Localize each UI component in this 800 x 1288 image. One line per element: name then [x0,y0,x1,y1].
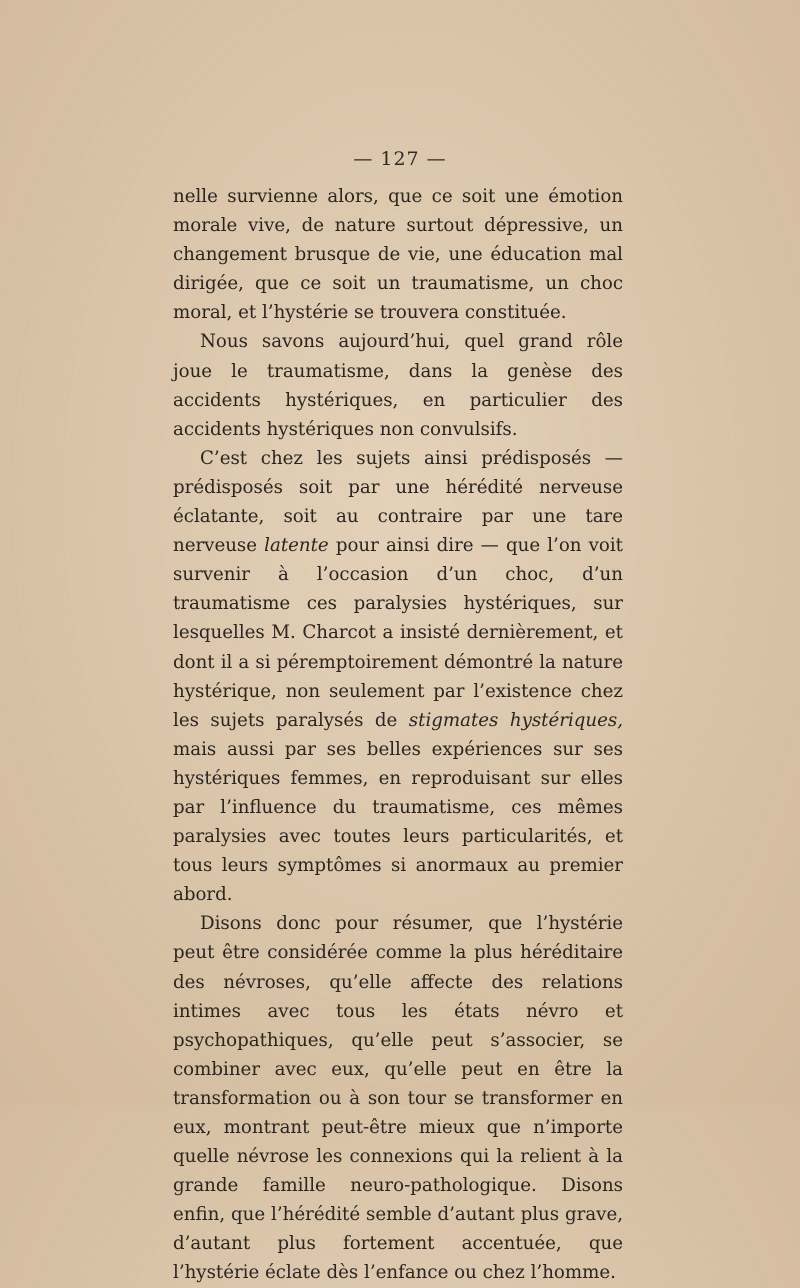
paragraph-text: C’est chez les sujets ainsi prédisposés — prédisposés soit par une hérédité nerveuse éclatante, soit au contraire par une tare nerveuse [173,447,623,557]
paragraph-text: nelle survienne alors, que ce soit une émotion morale vive, de nature surtout dépressive, un changement brusque de vie, une éducation mal dirigée, que ce soit un traumatisme, un choc moral, et l’hystérie se trouvera constituée. [173,186,623,324]
italic-stigmates: stigmates hystériques, [408,709,623,731]
paragraph-continuation [173,182,623,327]
paragraph-text: Nous savons aujourd’hui, quel grand rôle joue le traumatisme, dans la genèse des accidents hystériques, en particulier des accidents hystériques non convulsifs. [173,331,623,440]
paragraph-text: mais aussi par ses belles expériences sur ses hystériques femmes, en reproduisant sur elles par l’influence du traumatisme, ces mêmes paralysies avec toutes leurs particularités, et tous leurs symptômes si anormaux au premier abord. [173,738,623,906]
italic-latente: latente [264,535,329,557]
paragraph-predisposes [173,444,623,910]
body-text [173,182,623,1288]
paragraph-text: pour ainsi dire — que l’on voit survenir à l’occasion d’un choc, d’un traumatisme ces paralysies hystériques, sur lesquelles M. Charcot a insisté dernièrement, et dont il a si péremptoirement démontré la nature hystérique, non seulement par l’existence chez les sujets paralysés de [173,535,623,731]
paragraph-text: Disons donc pour résumer, que l’hystérie peut être considérée comme la plus héréditaire des névroses, qu’elle affecte des relations intimes avec tous les états névro et psychopathiques, qu’elle peut s’associer, se combiner avec eux, qu’elle peut en être la transformation ou à son tour se transformer en eux, montrant peut-être mieux que n’importe quelle névrose les connexions qui la relient à la grande famille neuro-pathologique. Disons enfin, que l’hérédité semble d’autant plus grave, d’autant plus fortement accentuée, que l’hystérie éclate dès l’enfance ou chez l’homme. [173,913,623,1284]
page-number: — 127 — [353,148,447,170]
paragraph-resumer [173,909,623,1287]
paragraph-traumatisme [173,327,623,443]
